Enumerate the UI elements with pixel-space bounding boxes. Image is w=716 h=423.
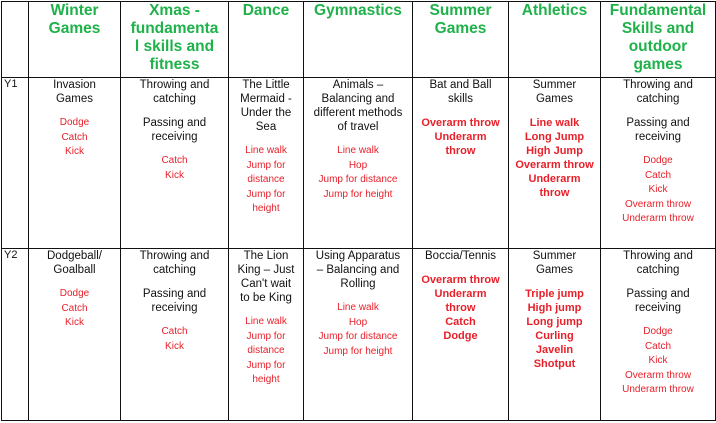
activity-title-line: Boccia/Tennis [425,250,496,262]
activity-title-line: catching [636,264,680,276]
skill-item: Curling [535,330,574,342]
year-label: Y1 [2,78,29,249]
skill-item: Overarm throw [515,159,594,171]
skill-item: Catch [61,131,88,143]
header-line: outdoor [628,38,688,55]
spacer [31,106,118,116]
spacer [306,291,410,301]
skill-item: Catch [644,169,672,181]
skill-item: Catch [161,155,188,166]
skill-item: Underarm throw [622,213,694,224]
header-line: Skills and [621,20,695,37]
skill-item: Line walk [337,302,379,313]
skill-item: Kick [648,184,668,195]
header-line: Xmas - [149,2,200,19]
skill-item: Kick [165,169,184,181]
header-line: Winter [50,2,99,19]
activity-title-line: Bat and Ball [429,79,492,91]
header-line: Summer [429,2,492,19]
pe-curriculum-table [1,1,716,421]
skill-item: Kick [65,146,84,157]
skill-item: Jump for [246,330,286,342]
skill-item: Line walk [529,117,580,129]
activity-title-line: Games [535,264,574,276]
skill-item: throw [445,302,476,314]
activity-title-line: Rolling [340,278,376,290]
activity-title-line: receiving [634,302,682,314]
spacer [231,305,301,315]
activity-title-line: Throwing and [139,250,210,262]
activity-cell [29,249,121,421]
activity-title-line: Can't wait [240,278,292,290]
skill-item: Hop [348,159,368,171]
header-line: Gymnastics [314,2,402,19]
skill-item: High Jump [526,145,583,157]
activity-title-line: skills [448,93,473,105]
skill-item: Underarm [434,288,487,300]
header-gymnastics [304,2,413,78]
skill-item: Dodge [443,330,478,342]
skill-item: Overarm throw [624,198,692,210]
skill-item: Catch [161,326,188,337]
activity-cell [229,249,304,421]
skill-item: height [252,203,280,214]
spacer [123,315,226,325]
header-row [2,2,716,78]
skill-item: High jump [527,302,582,314]
spacer [415,263,506,273]
activity-title-line: Mermaid - [240,93,292,105]
header-winter-games [29,2,121,78]
activity-cell [413,78,509,249]
skill-item: Dodge [643,155,673,166]
activity-title-line: Passing and [626,288,690,300]
activity-title-line: Passing and [626,117,690,129]
activity-title-line: Throwing and [139,79,210,91]
activity-title-line: receiving [151,302,198,314]
activity-title-line: Games [535,93,574,105]
header-line: fundamenta [130,20,219,37]
header-line: games [633,56,683,73]
activity-title-line: different methods [313,107,403,119]
year-label: Y2 [2,249,29,421]
activity-cell [121,249,229,421]
spacer [603,277,713,287]
skill-item: Dodge [59,288,90,299]
activity-title-line: Throwing and [623,79,693,91]
activity-title-line: Summer [532,79,577,91]
activity-title-line: Summer [532,250,577,262]
activity-title-line: King – Just [237,264,295,276]
header-athletics [509,2,601,78]
skill-item: Dodge [643,326,673,337]
activity-title-line: Under the [240,107,292,119]
skill-item: Line walk [245,316,287,327]
spacer [123,106,226,116]
spacer [511,106,598,116]
activity-title-line: receiving [151,131,198,143]
activity-cell [601,249,716,421]
skill-item: Catch [61,302,88,314]
spacer [415,106,506,116]
spacer [123,277,226,287]
activity-title-line: receiving [634,131,682,143]
skill-item: height [252,374,280,385]
header-corner [2,2,29,78]
activity-title-line: Invasion [53,79,96,91]
header-line: l skills and [134,38,215,55]
skill-item: Long jump [526,316,583,328]
activity-cell [509,78,601,249]
header-line: Fundamental [609,2,707,19]
skill-item: Overarm throw [421,274,500,286]
activity-cell [509,249,601,421]
activity-cell [304,78,413,249]
activity-title-line: to be King [240,292,292,304]
skill-item: Jump for [246,359,286,371]
spacer [31,277,118,287]
skill-item: Kick [165,340,184,352]
header-dance [229,2,304,78]
skill-item: Kick [648,355,668,366]
activity-title-line: Animals – [332,79,384,91]
activity-cell [601,78,716,249]
skill-item: throw [539,187,570,199]
spacer [306,134,410,144]
skill-item: Line walk [337,145,379,156]
activity-title-line: Passing and [142,288,207,300]
activity-title-line: The Lion [243,250,289,262]
activity-cell [304,249,413,421]
header-line: fitness [149,56,200,73]
skill-item: throw [445,145,476,157]
skill-item: distance [247,345,285,356]
activity-title-line: Sea [255,121,277,133]
activity-cell [29,78,121,249]
spacer [231,134,301,144]
spacer [603,315,713,325]
activity-title-line: – Balancing and [316,264,400,276]
skill-item: Jump for distance [318,174,398,185]
skill-item: Underarm [528,173,581,185]
skill-item: distance [247,174,285,185]
activity-title-line: Goalball [53,264,96,276]
spacer [511,277,598,287]
skill-item: Jump for [246,188,286,200]
table-row-y1 [2,78,716,249]
skill-item: Jump for height [323,188,393,200]
skill-item: Catch [644,340,672,352]
spacer [603,106,713,116]
activity-cell [229,78,304,249]
skill-item: Shotput [533,358,576,370]
header-line: Athletics [521,2,588,19]
activity-title-line: Passing and [142,117,207,129]
skill-item: Catch [445,316,476,328]
header-line: Dance [242,2,290,19]
activity-title-line: Using Apparatus [315,250,401,262]
skill-item: Jump for [246,159,286,171]
skill-item: Kick [65,317,84,328]
skill-item: Triple jump [525,288,584,300]
header-line: Games [48,20,101,37]
skill-item: Jump for height [323,345,393,357]
skill-item: Underarm throw [622,384,694,395]
skill-item: Line walk [245,145,287,156]
activity-title-line: catching [153,93,196,105]
activity-cell [413,249,509,421]
activity-title-line: Balancing and [321,93,395,105]
header-fundamental-skills-outdoor [601,2,716,78]
spacer [123,144,226,154]
activity-title-line: of travel [337,121,379,133]
activity-cell [121,78,229,249]
spacer [603,144,713,154]
skill-item: Overarm throw [624,369,692,381]
skill-item: Long Jump [524,131,585,143]
activity-title-line: Games [55,93,94,105]
skill-item: Dodge [59,117,90,128]
table-row-y2 [2,249,716,421]
activity-title-line: Dodgeball/ [47,250,102,262]
activity-title-line: Throwing and [623,250,693,262]
activity-title-line: catching [153,264,196,276]
activity-title-line: The Little [242,79,290,91]
skill-item: Overarm throw [421,117,500,129]
header-line: Games [434,20,487,37]
activity-title-line: catching [636,93,680,105]
header-xmas-fundamental-skills [121,2,229,78]
header-summer-games [413,2,509,78]
skill-item: Jump for distance [318,331,398,342]
skill-item: Underarm [434,131,487,143]
skill-item: Javelin [535,344,574,356]
skill-item: Hop [348,316,368,328]
